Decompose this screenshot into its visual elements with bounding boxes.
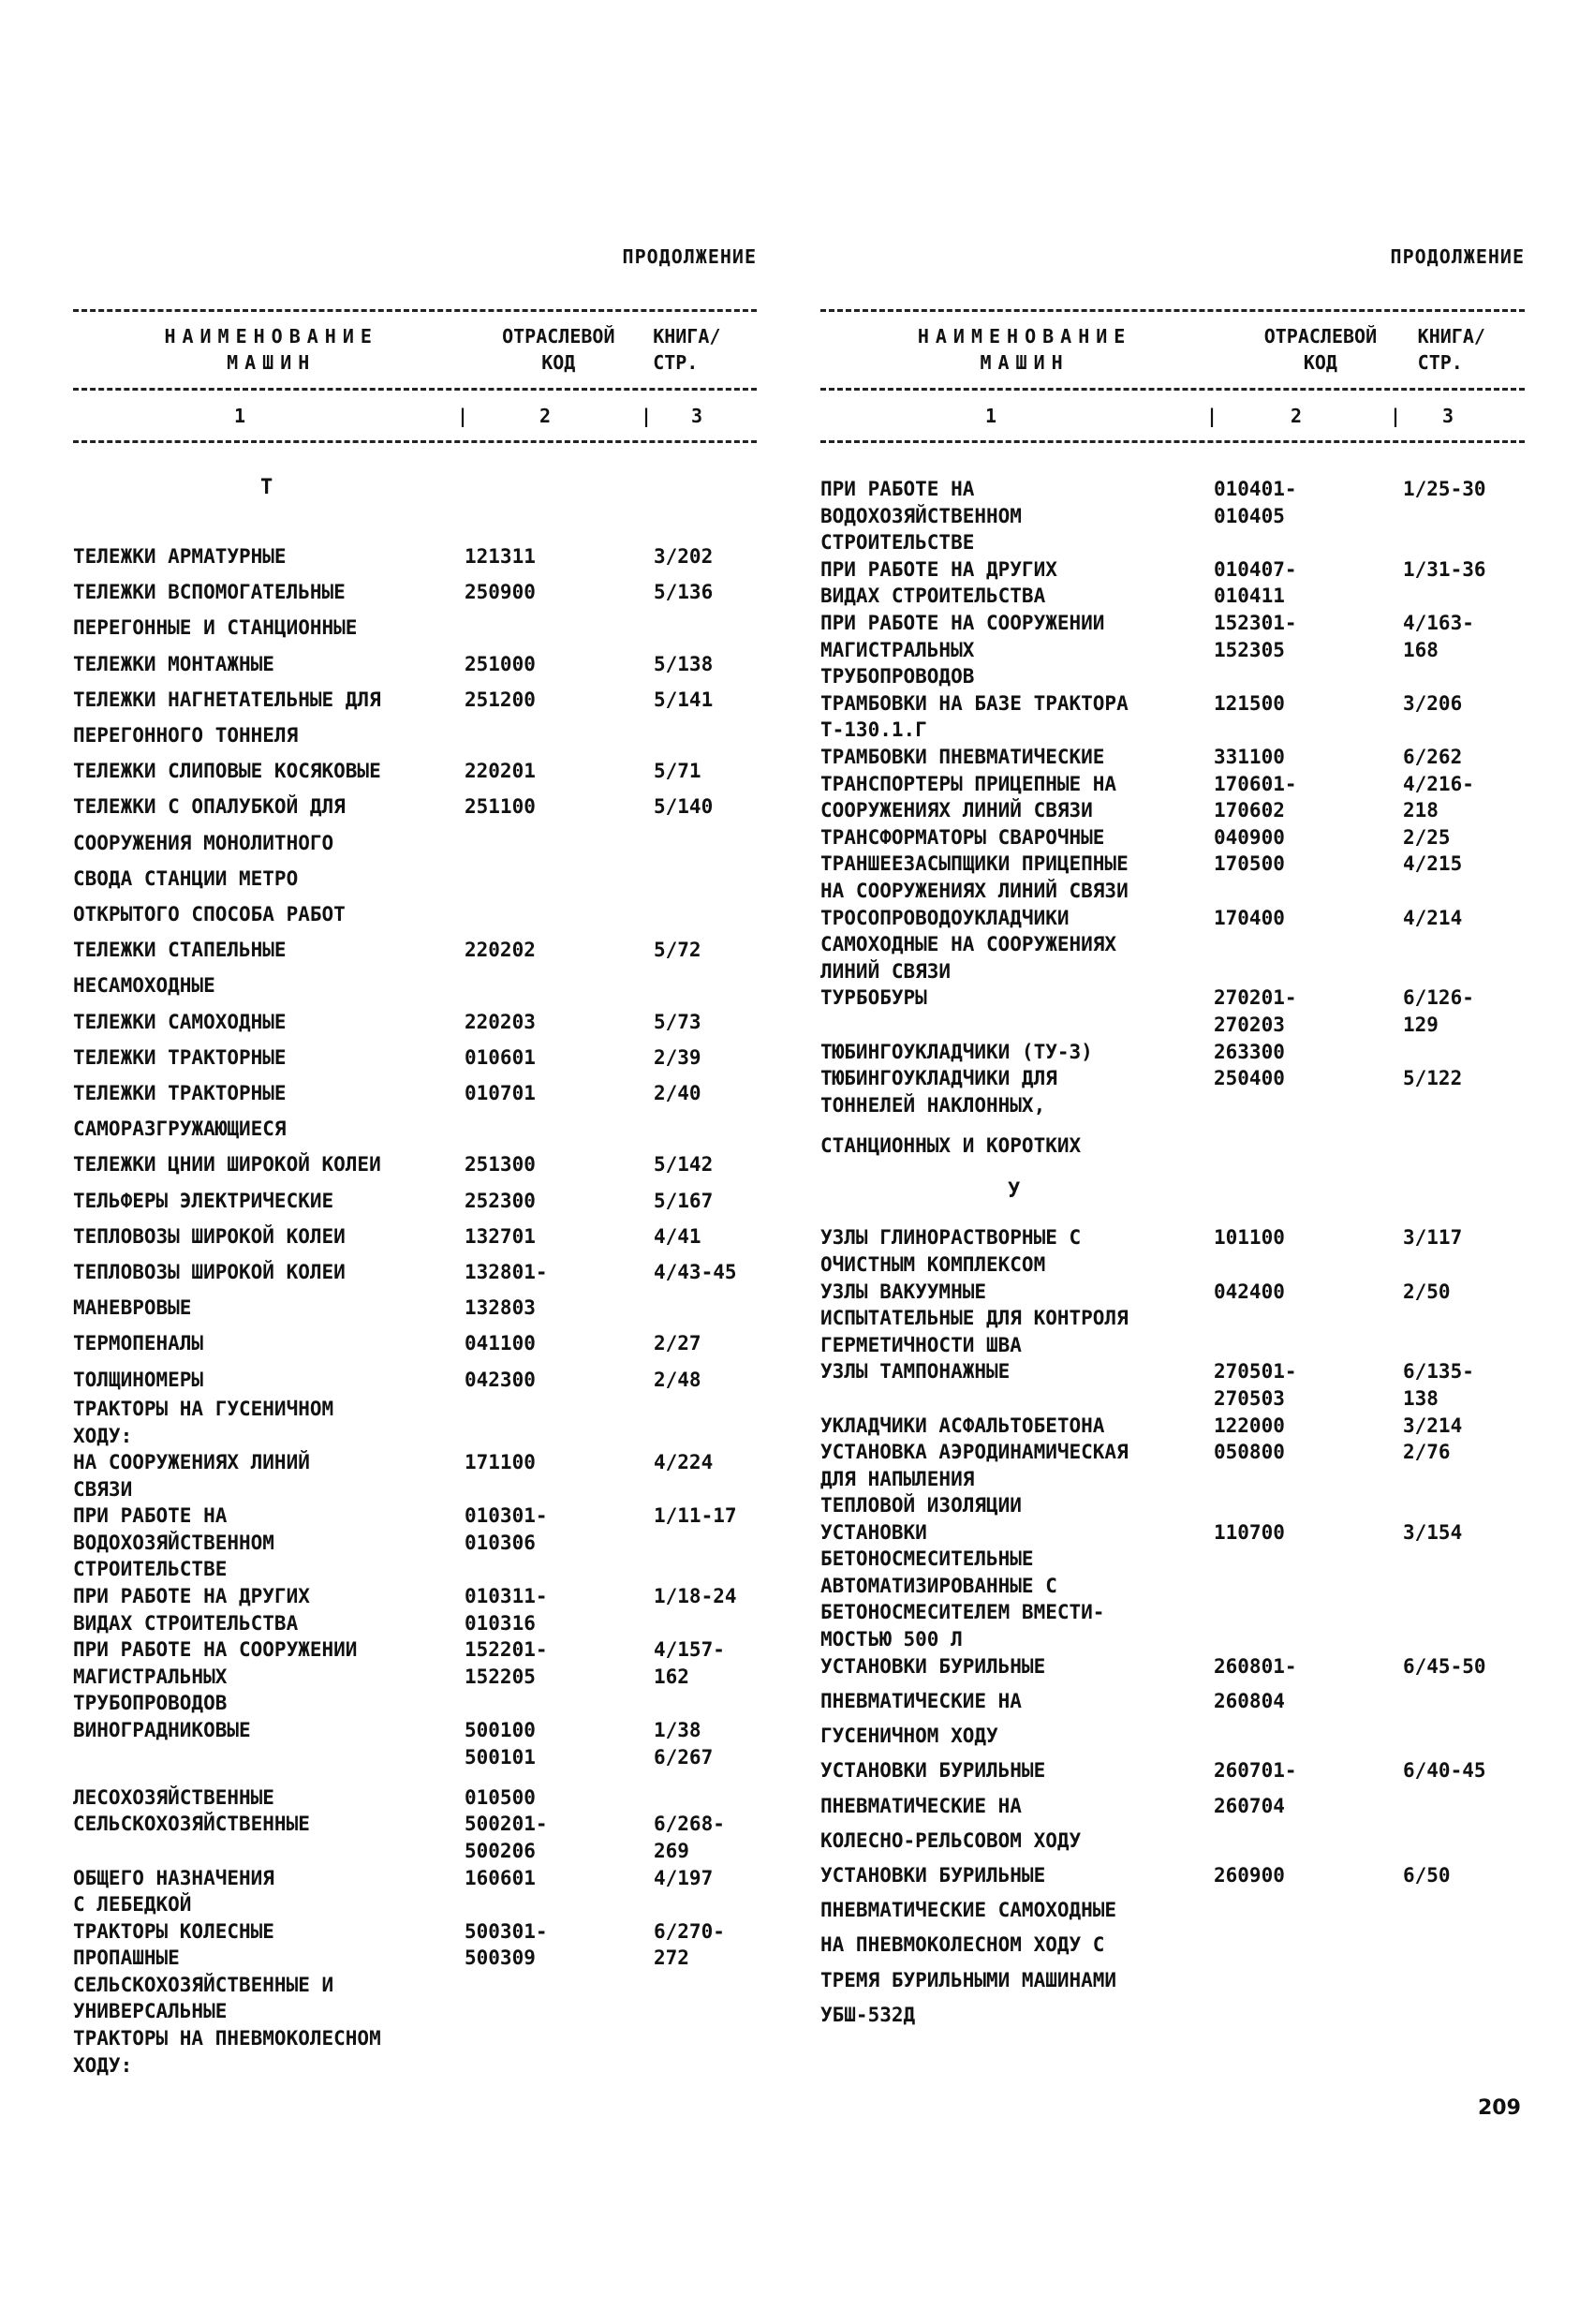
entry-code: 500100 500101: [465, 1719, 536, 1769]
table-header: [73, 323, 757, 379]
entry-name: ТЕЛЕЖКИ СТАПЕЛЬНЫЕ: [73, 939, 287, 962]
entry-name: ГУСЕНИЧНОМ ХОДУ: [820, 1724, 998, 1748]
header-code: ОТРАСЛЕВОЙ КОД: [502, 325, 615, 374]
entry-name: ЛЕСОХОЗЯЙСТВЕННЫЕ: [73, 1785, 274, 1809]
entry-code: 170400: [1214, 906, 1285, 929]
header-bottom-rule: [73, 440, 757, 443]
entry-page: 2/39: [654, 1045, 701, 1069]
entry-name: ТУРБОБУРЫ: [820, 986, 927, 1010]
header-name: НАИМЕНОВАНИЕ МАШИН: [164, 325, 378, 374]
entry-name: ТЕЛЬФЕРЫ ЭЛЕКТРИЧЕСКИЕ: [73, 1189, 334, 1212]
entry-name: ТРАКТОРЫ НА ПНЕВМОКОЛЕСНОМ ХОДУ:: [73, 2027, 381, 2077]
entry-page: 5/72: [654, 939, 701, 962]
entry-name: ТЕЛЕЖКИ С ОПАЛУБКОЙ ДЛЯ: [73, 795, 346, 819]
entry-page: 6/50: [1403, 1863, 1451, 1887]
entry-name: УСТАНОВКА АЭРОДИНАМИЧЕСКАЯ ДЛЯ НАПЫЛЕНИЯ ТЕПЛОВОЙ ИЗОЛЯЦИИ: [820, 1441, 1129, 1517]
header-mid-rule: [73, 388, 757, 391]
entry-code: 152201- 152205: [465, 1638, 548, 1688]
entry-name: УЗЛЫ ВАКУУМНЫЕ ИСПЫТАТЕЛЬНЫЕ ДЛЯ КОНТРОЛЯ ГЕРМЕТИЧНОСТИ ШВА: [820, 1280, 1129, 1356]
entry-name: НЕСАМОХОДНЫЕ: [73, 974, 215, 998]
entry-code: 041100: [465, 1332, 536, 1355]
entry-name: УСТАНОВКИ БУРИЛЬНЫЕ: [820, 1759, 1046, 1783]
entry-name: ПЕРЕГОННОГО ТОННЕЛЯ: [73, 724, 299, 747]
entry-page: 4/224: [654, 1451, 714, 1474]
entry-code: 220203: [465, 1010, 536, 1033]
right-column: ПРОДОЛЖЕНИЕ НАИМЕНОВАНИЕ МАШИН ОТРАСЛЕВОЙ КОД КНИГА/ СТР. 1 | 2 | 3 ПРИ РАБОТЕ НА ВОДОХОЗЯЙСТВЕННОМ СТРОИТЕЛЬСТВЕ 010401- 010405 1/25-30 ПРИ РАБОТЕ НА ДРУГИХ ВИДАХ СТРОИТЕЛЬСТВА 010407- 010411 1/31-36 ПРИ РАБОТЕ НА СООРУЖЕНИИ МАГИСТРАЛЬНЫХ ТРУБОПРОВОДОВ 152301- 152305 4/163- 168 ТРАМБОВКИ НА БАЗЕ ТРАКТОРА Т-130.1.Г 121500 3/206 ТРАМБОВКИ ПНЕВМАТИЧЕСКИЕ 331100 6/262 ТРАНСПОРТЕРЫ ПРИЦЕПНЫЕ НА СООРУЖЕНИЯХ ЛИНИЙ СВЯЗИ 170601- 170602 4/216- 218 ТРАНСФОРМАТОРЫ СВАРОЧНЫЕ 040900 2/25 ТРАНШЕЕЗАСЫПЩИКИ ПРИЦЕПНЫЕ НА СООРУЖЕНИЯХ ЛИНИЙ СВЯЗИ 170500 4/215 ТРОСОПРОВОДОУКЛАДЧИКИ САМОХОДНЫЕ НА СООРУЖЕНИЯХ ЛИНИЙ СВЯЗИ 170400 4/214 ТУРБОБУРЫ 270201- 270203 6/126- 129 ТЮБИНГОУКЛАДЧИКИ (ТУ-3) 263300 ТЮБИНГОУКЛАДЧИКИ ДЛЯ ТОННЕЛЕЙ НАКЛОННЫХ, 250400 5/122 СТАНЦИОННЫХ И КОРОТКИХ У УЗЛЫ ГЛИНОРАСТВОРНЫЕ С ОЧИСТНЫМ КОМПЛЕКСОМ 101100 3/117 УЗЛЫ ВАКУУМНЫЕ ИСПЫТАТЕЛЬНЫЕ ДЛЯ КОНТРОЛЯ ГЕРМЕТИЧНОСТИ ШВА 042400 2/50 УЗЛЫ ТАМПОНАЖНЫЕ 270501- 270503 6/135- 138 УКЛАДЧИКИ АСФАЛЬТОБЕТОНА 122000 3/214 УСТАНОВКА АЭРОДИНАМИЧЕСКАЯ ДЛЯ НАПЫЛЕНИЯ ТЕПЛОВОЙ ИЗОЛЯЦИИ 050800 2/76 УСТАНОВКИ БЕТОНОСМЕСИТЕЛЬНЫЕ АВТОМАТИЗИРОВАННЫЕ С БЕТОНОСМЕСИТЕЛЕМ ВМЕСТИ- МОСТЬЮ 500 Л 110700 3/154 УСТАНОВКИ БУРИЛЬНЫЕ 260801- 6/45-50 ПНЕВМАТИЧЕСКИЕ НА 260804 ГУСЕНИЧНОМ ХОДУ УСТАНОВКИ БУРИЛЬНЫЕ 260701- 6/40-45 ПНЕВМАТИЧЕСКИЕ НА 260704 КОЛЕСНО-РЕЛЬСОВОМ ХОДУ УСТАНОВКИ БУРИЛЬНЫЕ 260900 6/50 ПНЕВМАТИЧЕСКИЕ САМОХОДНЫЕ НА ПНЕВМОКОЛЕСНОМ ХОДУ С ТРЕМЯ БУРИЛЬНЫМИ МАШИНАМИ УБШ-532Д: [820, 0, 1525, 2324]
entry-code: 251000: [465, 652, 536, 675]
entry-code: 270201- 270203: [1214, 986, 1297, 1036]
entry-name: ТЕЛЕЖКИ МОНТАЖНЫЕ: [73, 652, 274, 675]
entry-name: ПРИ РАБОТЕ НА СООРУЖЕНИИ МАГИСТРАЛЬНЫХ ТРУБОПРОВОДОВ: [73, 1638, 358, 1715]
continuation-label: ПРОДОЛЖЕНИЕ: [1390, 245, 1525, 268]
entry-page: 5/136: [654, 581, 714, 604]
entry-name: ПРИ РАБОТЕ НА ВОДОХОЗЯЙСТВЕННОМ СТРОИТЕЛЬСТВЕ: [73, 1504, 274, 1581]
entry-page: 3/154: [1403, 1520, 1463, 1544]
section-letter: Т: [260, 476, 273, 499]
entry-page: 6/270- 272: [654, 1919, 725, 1970]
entry-code: 010601: [465, 1045, 536, 1069]
entry-name: НА ПНЕВМОКОЛЕСНОМ ХОДУ С: [820, 1933, 1105, 1957]
entry-page: 5/140: [654, 795, 714, 819]
entry-page: 4/41: [654, 1224, 701, 1248]
entry-name: МАНЕВРОВЫЕ: [73, 1296, 192, 1320]
entry-name: ПРИ РАБОТЕ НА ДРУГИХ ВИДАХ СТРОИТЕЛЬСТВА: [820, 557, 1057, 608]
entry-name: УБШ-532Д: [820, 2003, 916, 2026]
entry-page: 5/167: [654, 1189, 714, 1212]
entry-name: ТЮБИНГОУКЛАДЧИКИ ДЛЯ ТОННЕЛЕЙ НАКЛОННЫХ,: [820, 1067, 1057, 1117]
entry-page: 1/11-17: [654, 1504, 737, 1528]
entry-page: 5/141: [654, 688, 714, 711]
entry-name: СТАНЦИОННЫХ И КОРОТКИХ: [820, 1133, 1082, 1157]
entry-name: ТРОСОПРОВОДОУКЛАДЧИКИ САМОХОДНЫЕ НА СООРУЖЕНИЯХ ЛИНИЙ СВЯЗИ: [820, 906, 1117, 983]
entry-code: 220201: [465, 760, 536, 783]
entry-code: 251100: [465, 795, 536, 819]
header-book: КНИГА/ СТР.: [653, 325, 721, 374]
entry-code: 132803: [465, 1296, 536, 1320]
entry-page: 4/197: [654, 1866, 714, 1889]
entry-page: 5/122: [1403, 1067, 1463, 1090]
entry-page: 3/206: [1403, 691, 1463, 715]
entry-code: 010401- 010405: [1214, 478, 1297, 527]
entry-code: 160601: [465, 1866, 536, 1889]
entry-name: ТЕЛЕЖКИ ЦНИИ ШИРОКОЙ КОЛЕИ: [73, 1153, 381, 1177]
entry-code: 042400: [1214, 1280, 1285, 1303]
entry-name: ТЕЛЕЖКИ НАГНЕТАТЕЛЬНЫЕ ДЛЯ: [73, 688, 381, 711]
entry-code: 040900: [1214, 825, 1285, 849]
entry-page: 4/43-45: [654, 1261, 737, 1283]
entry-name: ПНЕВМАТИЧЕСКИЕ НА: [820, 1794, 1022, 1817]
entry-page: 1/18-24: [654, 1585, 737, 1608]
entry-code: 152301- 152305: [1214, 612, 1297, 661]
entry-name: УЗЛЫ ТАМПОНАЖНЫЕ: [820, 1360, 1011, 1384]
entry-code: 010301- 010306: [465, 1504, 548, 1554]
continuation-label: ПРОДОЛЖЕНИЕ: [622, 245, 757, 268]
entry-code: 121311: [465, 545, 536, 568]
entry-code: 263300: [1214, 1040, 1285, 1063]
header-top-rule: [820, 309, 1525, 312]
entry-page: 5/71: [654, 760, 701, 783]
entry-name: ТЕЛЕЖКИ САМОХОДНЫЕ: [73, 1010, 287, 1033]
entry-name: ПРИ РАБОТЕ НА ВОДОХОЗЯЙСТВЕННОМ СТРОИТЕЛЬСТВЕ: [820, 478, 1022, 554]
page-number: 209: [1478, 2096, 1521, 2120]
entry-name: ТЕЛЕЖКИ АРМАТУРНЫЕ: [73, 545, 287, 568]
entry-code: 050800: [1214, 1441, 1285, 1464]
entry-page: 4/157- 162: [654, 1638, 725, 1688]
entry-name: ТЮБИНГОУКЛАДЧИКИ (ТУ-3): [820, 1040, 1093, 1063]
table-header: [820, 323, 1525, 379]
entry-name: ТЕЛЕЖКИ ТРАКТОРНЫЕ: [73, 1082, 287, 1104]
entry-name: СЕЛЬСКОХОЗЯЙСТВЕННЫЕ: [73, 1813, 310, 1836]
entry-name: ТЕЛЕЖКИ ТРАКТОРНЫЕ: [73, 1045, 287, 1069]
entry-name: ТРАКТОРЫ НА ГУСЕНИЧНОМ ХОДУ:: [73, 1398, 334, 1447]
entry-name: ПНЕВМАТИЧЕСКИЕ НА: [820, 1690, 1022, 1713]
entry-name: ТЕЛЕЖКИ ВСПОМОГАТЕЛЬНЫЕ: [73, 581, 346, 604]
header-code: ОТРАСЛЕВОЙ КОД: [1263, 325, 1378, 374]
entry-code: 170601- 170602: [1214, 772, 1297, 822]
header-bottom-rule: [820, 440, 1525, 443]
entry-code: 042300: [465, 1368, 536, 1391]
entry-page: 6/262: [1403, 746, 1463, 768]
entry-page: 2/50: [1403, 1280, 1451, 1303]
entry-code: 110700: [1214, 1520, 1285, 1544]
entry-code: 010311- 010316: [465, 1585, 548, 1635]
entry-page: 5/138: [654, 652, 714, 675]
entry-page: 5/73: [654, 1010, 701, 1033]
entry-name: ПНЕВМАТИЧЕСКИЕ САМОХОДНЫЕ: [820, 1899, 1117, 1922]
entry-name: ТЕЛЕЖКИ СЛИПОВЫЕ КОСЯКОВЫЕ: [73, 760, 381, 783]
entry-page: 6/126- 129: [1403, 986, 1474, 1036]
entry-code: 260804: [1214, 1690, 1285, 1713]
entry-name: СООРУЖЕНИЯ МОНОЛИТНОГО: [73, 831, 334, 854]
entry-name: ТЕПЛОВОЗЫ ШИРОКОЙ КОЛЕИ: [73, 1261, 346, 1283]
header-name: НАИМЕНОВАНИЕ МАШИН: [917, 325, 1132, 374]
entry-name: ТРАМБОВКИ НА БАЗЕ ТРАКТОРА Т-130.1.Г: [820, 691, 1129, 742]
entry-page: 1/38 6/267: [654, 1719, 714, 1769]
entry-code: 250400: [1214, 1067, 1285, 1090]
entry-page: 1/31-36: [1403, 557, 1486, 581]
entry-code: 132701: [465, 1224, 536, 1248]
entry-page: 2/25: [1403, 825, 1451, 849]
entry-page: 4/216- 218: [1403, 772, 1474, 822]
entry-code: 220202: [465, 939, 536, 962]
entry-page: 3/202: [654, 545, 714, 568]
entry-name: ТРАНШЕЕЗАСЫПЩИКИ ПРИЦЕПНЫЕ НА СООРУЖЕНИЯХ ЛИНИЙ СВЯЗИ: [820, 852, 1129, 902]
entry-code: 260801-: [1214, 1654, 1297, 1678]
entry-name: ПРИ РАБОТЕ НА СООРУЖЕНИИ МАГИСТРАЛЬНЫХ ТРУБОПРОВОДОВ: [820, 612, 1105, 688]
entry-name: ПРИ РАБОТЕ НА ДРУГИХ ВИДАХ СТРОИТЕЛЬСТВА: [73, 1585, 310, 1635]
entry-name: ОБЩЕГО НАЗНАЧЕНИЯ С ЛЕБЕДКОЙ: [73, 1866, 274, 1916]
entry-page: 6/45-50: [1403, 1654, 1486, 1678]
entry-page: 1/25-30: [1403, 478, 1486, 500]
entry-code: 121500: [1214, 691, 1285, 715]
entry-page: 3/117: [1403, 1226, 1463, 1250]
entry-name: СЕЛЬСКОХОЗЯЙСТВЕННЫЕ И УНИВЕРСАЛЬНЫЕ: [73, 1973, 334, 2023]
entry-code: 331100: [1214, 746, 1285, 768]
entry-code: 122000: [1214, 1414, 1285, 1437]
entry-page: 2/76: [1403, 1441, 1451, 1464]
entry-code: 270501- 270503: [1214, 1360, 1297, 1410]
entry-name: ТРАНСФОРМАТОРЫ СВАРОЧНЫЕ: [820, 825, 1105, 849]
entry-name: ОТКРЫТОГО СПОСОБА РАБОТ: [73, 903, 346, 925]
entry-code: 260704: [1214, 1794, 1285, 1817]
entry-code: 251300: [465, 1153, 536, 1177]
entry-code: 010500: [465, 1785, 536, 1809]
entry-page: 4/163- 168: [1403, 612, 1474, 661]
entry-code: 252300: [465, 1189, 536, 1212]
left-column: ПРОДОЛЖЕНИЕ НАИМЕНОВАНИЕ МАШИН ОТРАСЛЕВОЙ КОД КНИГА/ СТР. 1 | 2 | 3 Т ТЕЛЕЖКИ АРМАТУРНЫЕ 121311 3/202 ТЕЛЕЖКИ ВСПОМОГАТЕЛЬНЫЕ 250900 5/136 ПЕРЕГОННЫЕ И СТАНЦИОННЫЕ ТЕЛЕЖКИ МОНТАЖНЫЕ 251000 5/138 ТЕЛЕЖКИ НАГНЕТАТЕЛЬНЫЕ ДЛЯ 251200 5/141 ПЕРЕГОННОГО ТОННЕЛЯ ТЕЛЕЖКИ СЛИПОВЫЕ КОСЯКОВЫЕ 220201 5/71 ТЕЛЕЖКИ С ОПАЛУБКОЙ ДЛЯ 251100 5/140 СООРУЖЕНИЯ МОНОЛИТНОГО СВОДА СТАНЦИИ МЕТРО ОТКРЫТОГО СПОСОБА РАБОТ ТЕЛЕЖКИ СТАПЕЛЬНЫЕ 220202 5/72 НЕСАМОХОДНЫЕ ТЕЛЕЖКИ САМОХОДНЫЕ 220203 5/73 ТЕЛЕЖКИ ТРАКТОРНЫЕ 010601 2/39 ТЕЛЕЖКИ ТРАКТОРНЫЕ 010701 2/40 САМОРАЗГРУЖАЮЩИЕСЯ ТЕЛЕЖКИ ЦНИИ ШИРОКОЙ КОЛЕИ 251300 5/142 ТЕЛЬФЕРЫ ЭЛЕКТРИЧЕСКИЕ 252300 5/167 ТЕПЛОВОЗЫ ШИРОКОЙ КОЛЕИ 132701 4/41 ТЕПЛОВОЗЫ ШИРОКОЙ КОЛЕИ 132801- 4/43-45 МАНЕВРОВЫЕ 132803 ТЕРМОПЕНАЛЫ 041100 2/27 ТОЛЩИНОМЕРЫ 042300 2/48 ТРАКТОРЫ НА ГУСЕНИЧНОМ ХОДУ: НА СООРУЖЕНИЯХ ЛИНИЙ СВЯЗИ 171100 4/224 ПРИ РАБОТЕ НА ВОДОХОЗЯЙСТВЕННОМ СТРОИТЕЛЬСТВЕ 010301- 010306 1/11-17 ПРИ РАБОТЕ НА ДРУГИХ ВИДАХ СТРОИТЕЛЬСТВА 010311- 010316 1/18-24 ПРИ РАБОТЕ НА СООРУЖЕНИИ МАГИСТРАЛЬНЫХ ТРУБОПРОВОДОВ 152201- 152205 4/157- 162 ВИНОГРАДНИКОВЫЕ 500100 500101 1/38 6/267 ЛЕСОХОЗЯЙСТВЕННЫЕ 010500 СЕЛЬСКОХОЗЯЙСТВЕННЫЕ 500201- 500206 6/268- 269 ОБЩЕГО НАЗНАЧЕНИЯ С ЛЕБЕДКОЙ 160601 4/197 ТРАКТОРЫ КОЛЕСНЫЕ ПРОПАШНЫЕ 500301- 500309 6/270- 272 СЕЛЬСКОХОЗЯЙСТВЕННЫЕ И УНИВЕРСАЛЬНЫЕ ТРАКТОРЫ НА ПНЕВМОКОЛЕСНОМ ХОДУ:: [73, 0, 757, 2324]
entry-page: 2/27: [654, 1332, 701, 1355]
entry-code: 170500: [1214, 852, 1285, 876]
entry-code: 010701: [465, 1082, 536, 1104]
entry-page: 6/40-45: [1403, 1759, 1486, 1783]
entry-name: УЗЛЫ ГЛИНОРАСТВОРНЫЕ С ОЧИСТНЫМ КОМПЛЕКСОМ: [820, 1226, 1082, 1276]
entry-name: ПЕРЕГОННЫЕ И СТАНЦИОННЫЕ: [73, 616, 358, 640]
entry-page: 4/215: [1403, 852, 1463, 876]
entry-page: 3/214: [1403, 1414, 1463, 1437]
section-letter: У: [1008, 1179, 1021, 1204]
entry-name: ТЕРМОПЕНАЛЫ: [73, 1332, 204, 1355]
entry-name: ТОЛЩИНОМЕРЫ: [73, 1368, 204, 1391]
entry-name: НА СООРУЖЕНИЯХ ЛИНИЙ СВЯЗИ: [73, 1451, 310, 1501]
entry-name: ТРАМБОВКИ ПНЕВМАТИЧЕСКИЕ: [820, 746, 1105, 768]
entry-name: ВИНОГРАДНИКОВЫЕ: [73, 1719, 251, 1742]
header-book: КНИГА/ СТР.: [1417, 325, 1485, 374]
entry-name: ТРАКТОРЫ КОЛЕСНЫЕ ПРОПАШНЫЕ: [73, 1919, 274, 1970]
entry-page: 4/214: [1403, 906, 1463, 929]
entry-code: 500201- 500206: [465, 1813, 548, 1862]
entry-page: 5/142: [654, 1153, 714, 1177]
entry-name: ТРЕМЯ БУРИЛЬНЫМИ МАШИНАМИ: [820, 1968, 1117, 1991]
entry-name: УКЛАДЧИКИ АСФАЛЬТОБЕТОНА: [820, 1414, 1105, 1437]
entry-code: 010407- 010411: [1214, 557, 1297, 608]
entry-page: 6/268- 269: [654, 1813, 725, 1862]
entry-code: 260900: [1214, 1863, 1285, 1887]
header-mid-rule: [820, 388, 1525, 391]
entry-code: 500301- 500309: [465, 1919, 548, 1970]
entry-code: 250900: [465, 581, 536, 604]
entry-name: ТЕПЛОВОЗЫ ШИРОКОЙ КОЛЕИ: [73, 1224, 346, 1248]
entry-page: 2/40: [654, 1082, 701, 1104]
entry-page: 6/135- 138: [1403, 1360, 1474, 1410]
entry-code: 132801-: [465, 1261, 548, 1283]
entry-code: 171100: [465, 1451, 536, 1474]
entry-name: УСТАНОВКИ БУРИЛЬНЫЕ: [820, 1654, 1046, 1678]
entry-code: 260701-: [1214, 1759, 1297, 1783]
entry-name: УСТАНОВКИ БЕТОНОСМЕСИТЕЛЬНЫЕ АВТОМАТИЗИРОВАННЫЕ С БЕТОНОСМЕСИТЕЛЕМ ВМЕСТИ- МОСТЬЮ 500 Л: [820, 1520, 1105, 1650]
entry-code: 101100: [1214, 1226, 1285, 1250]
entry-name: СВОДА СТАНЦИИ МЕТРО: [73, 866, 299, 890]
entry-name: КОЛЕСНО-РЕЛЬСОВОМ ХОДУ: [820, 1828, 1082, 1852]
entry-name: УСТАНОВКИ БУРИЛЬНЫЕ: [820, 1863, 1046, 1887]
entry-code: 251200: [465, 688, 536, 711]
entry-name: САМОРАЗГРУЖАЮЩИЕСЯ: [73, 1118, 287, 1141]
entry-page: 2/48: [654, 1368, 701, 1391]
entry-name: ТРАНСПОРТЕРЫ ПРИЦЕПНЫЕ НА СООРУЖЕНИЯХ ЛИНИЙ СВЯЗИ: [820, 772, 1117, 822]
header-top-rule: [73, 309, 757, 312]
